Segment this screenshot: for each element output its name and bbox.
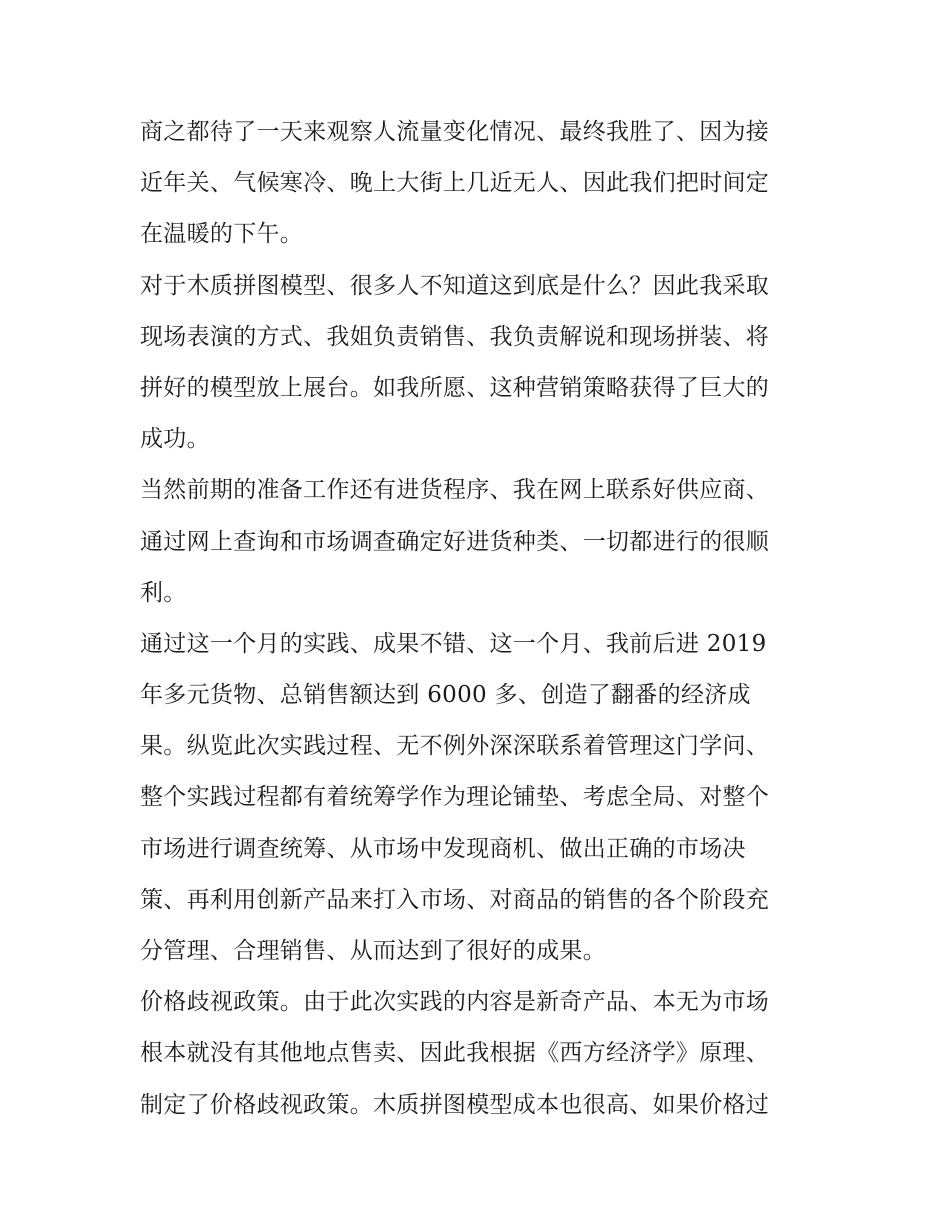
text-line: 当然前期的准备工作还有进货程序、我在网上联系好供应商、 <box>140 477 770 504</box>
text-line: 拼好的模型放上展台。如我所愿、这种营销策略获得了巨大的 <box>140 374 770 401</box>
text-line: 利。 <box>140 579 187 606</box>
text-line: 分管理、合理销售、从而达到了很好的成果。 <box>140 938 606 964</box>
text-line: 通过这一个月的实践、成果不错、这一个月、我前后进 2019 <box>140 630 767 657</box>
text-line: 果。纵览此次实践过程、无不例外深深联系着管理这门学问、 <box>140 733 770 760</box>
text-line: 现场表演的方式、我姐负责销售、我负责解说和现场拼装、将 <box>140 323 770 350</box>
text-line: 年多元货物、总销售额达到 6000 多、创造了翻番的经济成 <box>140 682 751 709</box>
text-line: 在温暖的下午。 <box>140 221 304 248</box>
text-line: 商之都待了一天来观察人流量变化情况、最终我胜了、因为接 <box>140 119 770 145</box>
text-line: 制定了价格歧视政策。木质拼图模型成本也很高、如果价格过 <box>140 1091 770 1118</box>
body-text <box>140 107 820 1131</box>
text-line: 整个实践过程都有着统筹学作为理论铺垫、考虑全局、对整个 <box>140 784 770 811</box>
text-line: 市场进行调查统筹、从市场中发现商机、做出正确的市场决 <box>140 835 746 862</box>
text-line: 成功。 <box>140 426 210 453</box>
text-line: 根本就没有其他地点售卖、因此我根据《西方经济学》原理、 <box>140 1040 770 1067</box>
text-line: 对于木质拼图模型、很多人不知道这到底是什么？因此我采取 <box>140 272 770 299</box>
text-line: 策、再利用创新产品来打入市场、对商品的销售的各个阶段充 <box>140 886 770 913</box>
text-line: 通过网上查询和市场调查确定好进货种类、一切都进行的很顺 <box>140 528 770 555</box>
text-line: 价格歧视政策。由于此次实践的内容是新奇产品、本无为市场 <box>140 989 770 1016</box>
text-line: 近年关、气候寒冷、晚上大街上几近无人、因此我们把时间定 <box>140 170 770 197</box>
